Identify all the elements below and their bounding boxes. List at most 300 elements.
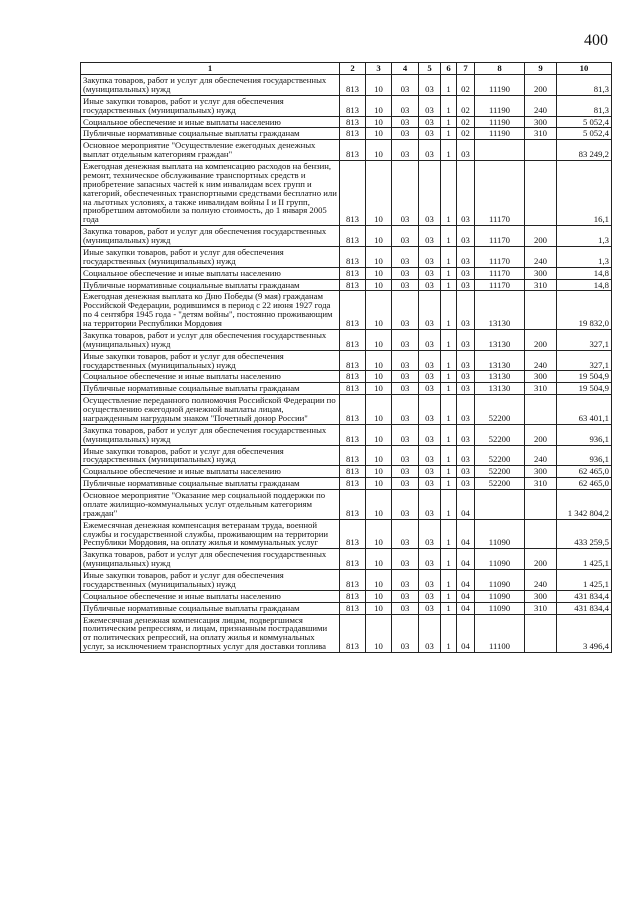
col-9-cell: 310 — [525, 128, 557, 140]
col-3-cell: 10 — [366, 395, 392, 425]
col-4-cell: 03 — [392, 570, 419, 591]
col-7-cell: 03 — [457, 445, 475, 466]
table-row — [81, 424, 612, 445]
col-4-cell: 03 — [392, 95, 419, 116]
col-7-cell: 03 — [457, 140, 475, 161]
col-2-cell: 813 — [340, 602, 366, 614]
col-9-cell — [525, 519, 557, 549]
table-row — [81, 445, 612, 466]
amount-cell: 327,1 — [557, 350, 612, 371]
col-5-cell: 03 — [419, 549, 441, 570]
col-7-cell: 03 — [457, 466, 475, 478]
table-row — [81, 329, 612, 350]
table-row — [81, 161, 612, 226]
col-3-cell: 10 — [366, 424, 392, 445]
table-row — [81, 267, 612, 279]
row-name-cell: Публичные нормативные социальные выплаты гражданам — [81, 602, 340, 614]
col-4-cell: 03 — [392, 140, 419, 161]
col-4-cell: 03 — [392, 371, 419, 383]
col-9-cell: 310 — [525, 279, 557, 291]
col-5-cell: 03 — [419, 466, 441, 478]
col-5-cell: 03 — [419, 128, 441, 140]
amount-cell: 14,8 — [557, 267, 612, 279]
col-4-cell: 03 — [392, 116, 419, 128]
table-row — [81, 466, 612, 478]
col-3-cell: 10 — [366, 383, 392, 395]
col-8-cell: 11090 — [475, 590, 525, 602]
col-4-cell: 03 — [392, 329, 419, 350]
col-7-cell: 04 — [457, 602, 475, 614]
col-6-cell: 1 — [441, 226, 457, 247]
col-4-cell: 03 — [392, 395, 419, 425]
amount-cell: 1 342 804,2 — [557, 490, 612, 520]
table-row — [81, 128, 612, 140]
col-2-cell: 813 — [340, 140, 366, 161]
amount-cell: 16,1 — [557, 161, 612, 226]
col-3-cell: 10 — [366, 490, 392, 520]
table-row — [81, 602, 612, 614]
col-5-cell: 03 — [419, 371, 441, 383]
column-header: 1 — [81, 63, 340, 75]
col-4-cell: 03 — [392, 519, 419, 549]
amount-cell: 62 465,0 — [557, 478, 612, 490]
col-3-cell: 10 — [366, 267, 392, 279]
column-header: 8 — [475, 63, 525, 75]
col-6-cell: 1 — [441, 570, 457, 591]
col-8-cell: 11170 — [475, 161, 525, 226]
col-3-cell: 10 — [366, 478, 392, 490]
amount-cell: 1,3 — [557, 226, 612, 247]
amount-cell: 431 834,4 — [557, 602, 612, 614]
col-9-cell: 310 — [525, 478, 557, 490]
col-3-cell: 10 — [366, 95, 392, 116]
col-5-cell: 03 — [419, 490, 441, 520]
column-header: 7 — [457, 63, 475, 75]
col-3-cell: 10 — [366, 226, 392, 247]
col-5-cell: 03 — [419, 75, 441, 96]
col-7-cell: 04 — [457, 490, 475, 520]
amount-cell: 81,3 — [557, 75, 612, 96]
table-body — [81, 75, 612, 653]
col-2-cell: 813 — [340, 128, 366, 140]
col-2-cell: 813 — [340, 383, 366, 395]
col-4-cell: 03 — [392, 424, 419, 445]
col-3-cell: 10 — [366, 291, 392, 330]
table-row — [81, 95, 612, 116]
amount-cell: 3 496,4 — [557, 614, 612, 653]
col-2-cell: 813 — [340, 395, 366, 425]
col-5-cell: 03 — [419, 478, 441, 490]
row-name-cell: Социальное обеспечение и иные выплаты населению — [81, 267, 340, 279]
col-7-cell: 02 — [457, 95, 475, 116]
col-2-cell: 813 — [340, 424, 366, 445]
col-6-cell: 1 — [441, 445, 457, 466]
col-5-cell: 03 — [419, 519, 441, 549]
table-row — [81, 279, 612, 291]
col-6-cell: 1 — [441, 279, 457, 291]
col-2-cell: 813 — [340, 116, 366, 128]
col-3-cell: 10 — [366, 350, 392, 371]
col-6-cell: 1 — [441, 371, 457, 383]
table-row — [81, 75, 612, 96]
col-6-cell: 1 — [441, 95, 457, 116]
col-3-cell: 10 — [366, 329, 392, 350]
col-7-cell: 03 — [457, 478, 475, 490]
col-9-cell: 200 — [525, 226, 557, 247]
col-2-cell: 813 — [340, 246, 366, 267]
budget-table — [80, 62, 612, 653]
col-5-cell: 03 — [419, 383, 441, 395]
col-2-cell: 813 — [340, 466, 366, 478]
col-8-cell: 13130 — [475, 383, 525, 395]
col-9-cell: 200 — [525, 549, 557, 570]
col-9-cell — [525, 614, 557, 653]
col-7-cell: 03 — [457, 371, 475, 383]
col-4-cell: 03 — [392, 279, 419, 291]
col-7-cell: 02 — [457, 116, 475, 128]
col-8-cell — [475, 140, 525, 161]
col-5-cell: 03 — [419, 140, 441, 161]
amount-cell: 63 401,1 — [557, 395, 612, 425]
col-2-cell: 813 — [340, 350, 366, 371]
row-name-cell: Ежемесячная денежная компенсация лицам, подвергшимся политическим репрессиям, и лицам, признанным пострадавшими от политических репрессий, на оплату жилья и коммунальных услуг, за исключением транспортных услуг для доставки топлива — [81, 614, 340, 653]
row-name-cell: Закупка товаров, работ и услуг для обеспечения государственных (муниципальных) нужд — [81, 226, 340, 247]
table-row — [81, 140, 612, 161]
table-row — [81, 246, 612, 267]
table-row — [81, 614, 612, 653]
col-6-cell: 1 — [441, 549, 457, 570]
col-2-cell: 813 — [340, 445, 366, 466]
col-2-cell: 813 — [340, 490, 366, 520]
row-name-cell: Социальное обеспечение и иные выплаты населению — [81, 466, 340, 478]
table-row — [81, 570, 612, 591]
col-4-cell: 03 — [392, 614, 419, 653]
col-3-cell: 10 — [366, 466, 392, 478]
col-5-cell: 03 — [419, 395, 441, 425]
amount-cell: 431 834,4 — [557, 590, 612, 602]
col-5-cell: 03 — [419, 424, 441, 445]
col-4-cell: 03 — [392, 350, 419, 371]
col-7-cell: 03 — [457, 424, 475, 445]
col-5-cell: 03 — [419, 291, 441, 330]
row-name-cell: Закупка товаров, работ и услуг для обеспечения государственных (муниципальных) нужд — [81, 329, 340, 350]
col-3-cell: 10 — [366, 549, 392, 570]
col-2-cell: 813 — [340, 614, 366, 653]
amount-cell: 81,3 — [557, 95, 612, 116]
col-3-cell: 10 — [366, 519, 392, 549]
col-9-cell: 200 — [525, 75, 557, 96]
col-8-cell: 13130 — [475, 329, 525, 350]
col-7-cell: 04 — [457, 519, 475, 549]
col-8-cell: 11170 — [475, 226, 525, 247]
col-2-cell: 813 — [340, 478, 366, 490]
col-9-cell: 310 — [525, 383, 557, 395]
col-9-cell: 240 — [525, 445, 557, 466]
col-5-cell: 03 — [419, 279, 441, 291]
amount-cell: 14,8 — [557, 279, 612, 291]
row-name-cell: Закупка товаров, работ и услуг для обеспечения государственных (муниципальных) нужд — [81, 549, 340, 570]
col-8-cell: 52200 — [475, 395, 525, 425]
col-8-cell: 11170 — [475, 279, 525, 291]
col-4-cell: 03 — [392, 226, 419, 247]
col-6-cell: 1 — [441, 140, 457, 161]
col-3-cell: 10 — [366, 75, 392, 96]
col-6-cell: 1 — [441, 267, 457, 279]
row-name-cell: Закупка товаров, работ и услуг для обеспечения государственных (муниципальных) нужд — [81, 75, 340, 96]
col-2-cell: 813 — [340, 329, 366, 350]
row-name-cell: Иные закупки товаров, работ и услуг для обеспечения государственных (муниципальных) нужд — [81, 570, 340, 591]
col-7-cell: 03 — [457, 267, 475, 279]
col-3-cell: 10 — [366, 614, 392, 653]
col-8-cell: 11090 — [475, 570, 525, 591]
col-8-cell: 11190 — [475, 95, 525, 116]
col-7-cell: 04 — [457, 614, 475, 653]
col-9-cell — [525, 490, 557, 520]
col-7-cell: 03 — [457, 329, 475, 350]
col-2-cell: 813 — [340, 291, 366, 330]
col-9-cell — [525, 161, 557, 226]
col-8-cell: 11170 — [475, 246, 525, 267]
col-6-cell: 1 — [441, 291, 457, 330]
col-5-cell: 03 — [419, 602, 441, 614]
col-2-cell: 813 — [340, 95, 366, 116]
table-row — [81, 519, 612, 549]
table-row — [81, 371, 612, 383]
col-4-cell: 03 — [392, 466, 419, 478]
col-2-cell: 813 — [340, 570, 366, 591]
amount-cell: 62 465,0 — [557, 466, 612, 478]
amount-cell: 19 504,9 — [557, 371, 612, 383]
col-8-cell: 11100 — [475, 614, 525, 653]
column-header: 3 — [366, 63, 392, 75]
row-name-cell: Социальное обеспечение и иные выплаты населению — [81, 371, 340, 383]
col-5-cell: 03 — [419, 445, 441, 466]
row-name-cell: Иные закупки товаров, работ и услуг для обеспечения государственных (муниципальных) нужд — [81, 350, 340, 371]
col-5-cell: 03 — [419, 95, 441, 116]
row-name-cell: Иные закупки товаров, работ и услуг для обеспечения государственных (муниципальных) нужд — [81, 246, 340, 267]
row-name-cell: Закупка товаров, работ и услуг для обеспечения государственных (муниципальных) нужд — [81, 424, 340, 445]
col-6-cell: 1 — [441, 350, 457, 371]
col-9-cell: 200 — [525, 329, 557, 350]
col-3-cell: 10 — [366, 570, 392, 591]
col-9-cell: 300 — [525, 267, 557, 279]
col-6-cell: 1 — [441, 128, 457, 140]
col-4-cell: 03 — [392, 445, 419, 466]
amount-cell: 1 425,1 — [557, 570, 612, 591]
col-6-cell: 1 — [441, 75, 457, 96]
col-6-cell: 1 — [441, 383, 457, 395]
col-5-cell: 03 — [419, 590, 441, 602]
col-3-cell: 10 — [366, 116, 392, 128]
col-7-cell: 03 — [457, 226, 475, 247]
col-5-cell: 03 — [419, 246, 441, 267]
col-9-cell: 300 — [525, 116, 557, 128]
col-4-cell: 03 — [392, 291, 419, 330]
col-4-cell: 03 — [392, 383, 419, 395]
row-name-cell: Ежегодная денежная выплата ко Дню Победы (9 мая) гражданам Российской Федерации, родившимся в период с 22 июня 1927 года по 4 сентября 1945 года - "детям войны", постоянно проживающим на территории Республики Мордовия — [81, 291, 340, 330]
table-row — [81, 350, 612, 371]
col-7-cell: 02 — [457, 75, 475, 96]
col-3-cell: 10 — [366, 279, 392, 291]
col-6-cell: 1 — [441, 329, 457, 350]
row-name-cell: Ежемесячная денежная компенсация ветеранам труда, военной службы и государственной службы, проживающим на территории Республики Мордовия, на оплату жилья и коммунальных услуг — [81, 519, 340, 549]
col-8-cell: 11170 — [475, 267, 525, 279]
col-9-cell — [525, 140, 557, 161]
table-row — [81, 549, 612, 570]
col-4-cell: 03 — [392, 246, 419, 267]
table-row — [81, 478, 612, 490]
col-9-cell: 300 — [525, 466, 557, 478]
amount-cell: 19 504,9 — [557, 383, 612, 395]
col-6-cell: 1 — [441, 246, 457, 267]
col-8-cell: 13130 — [475, 291, 525, 330]
col-9-cell: 240 — [525, 95, 557, 116]
col-2-cell: 813 — [340, 226, 366, 247]
row-name-cell: Публичные нормативные социальные выплаты гражданам — [81, 279, 340, 291]
col-6-cell: 1 — [441, 614, 457, 653]
table-row — [81, 291, 612, 330]
row-name-cell: Иные закупки товаров, работ и услуг для обеспечения государственных (муниципальных) нужд — [81, 445, 340, 466]
col-4-cell: 03 — [392, 161, 419, 226]
col-6-cell: 1 — [441, 519, 457, 549]
col-8-cell: 11090 — [475, 602, 525, 614]
col-2-cell: 813 — [340, 519, 366, 549]
column-header: 5 — [419, 63, 441, 75]
row-name-cell: Осуществление переданного полномочия Российской Федерации по осуществлению ежегодной денежной выплаты лицам, награжденным нагрудным знаком "Почетный донор России" — [81, 395, 340, 425]
col-2-cell: 813 — [340, 371, 366, 383]
col-6-cell: 1 — [441, 478, 457, 490]
col-3-cell: 10 — [366, 128, 392, 140]
col-5-cell: 03 — [419, 350, 441, 371]
col-2-cell: 813 — [340, 267, 366, 279]
col-5-cell: 03 — [419, 614, 441, 653]
row-name-cell: Социальное обеспечение и иные выплаты населению — [81, 116, 340, 128]
col-9-cell: 240 — [525, 570, 557, 591]
col-7-cell: 03 — [457, 161, 475, 226]
col-5-cell: 03 — [419, 329, 441, 350]
col-3-cell: 10 — [366, 602, 392, 614]
row-name-cell: Основное мероприятие "Оказание мер социальной поддержки по оплате жилищно-коммунальных услуг отдельным категориям граждан" — [81, 490, 340, 520]
amount-cell: 5 052,4 — [557, 128, 612, 140]
col-2-cell: 813 — [340, 549, 366, 570]
col-7-cell: 02 — [457, 128, 475, 140]
amount-cell: 433 259,5 — [557, 519, 612, 549]
col-5-cell: 03 — [419, 161, 441, 226]
col-9-cell — [525, 395, 557, 425]
col-6-cell: 1 — [441, 590, 457, 602]
col-8-cell: 11190 — [475, 116, 525, 128]
row-name-cell: Иные закупки товаров, работ и услуг для обеспечения государственных (муниципальных) нужд — [81, 95, 340, 116]
col-9-cell: 200 — [525, 424, 557, 445]
col-6-cell: 1 — [441, 161, 457, 226]
col-8-cell: 52200 — [475, 466, 525, 478]
row-name-cell: Публичные нормативные социальные выплаты гражданам — [81, 128, 340, 140]
col-8-cell: 52200 — [475, 445, 525, 466]
column-header: 2 — [340, 63, 366, 75]
col-8-cell: 11190 — [475, 75, 525, 96]
table-row — [81, 383, 612, 395]
col-6-cell: 1 — [441, 490, 457, 520]
col-6-cell: 1 — [441, 424, 457, 445]
col-7-cell: 04 — [457, 570, 475, 591]
table-header-row — [81, 63, 612, 75]
col-5-cell: 03 — [419, 226, 441, 247]
table-row — [81, 395, 612, 425]
col-5-cell: 03 — [419, 116, 441, 128]
col-7-cell: 03 — [457, 291, 475, 330]
amount-cell: 936,1 — [557, 445, 612, 466]
row-name-cell: Публичные нормативные социальные выплаты гражданам — [81, 478, 340, 490]
col-6-cell: 1 — [441, 395, 457, 425]
col-9-cell: 240 — [525, 246, 557, 267]
column-header: 4 — [392, 63, 419, 75]
col-7-cell: 03 — [457, 395, 475, 425]
amount-cell: 5 052,4 — [557, 116, 612, 128]
col-8-cell — [475, 490, 525, 520]
col-9-cell: 310 — [525, 602, 557, 614]
column-header: 6 — [441, 63, 457, 75]
amount-cell: 1 425,1 — [557, 549, 612, 570]
amount-cell: 936,1 — [557, 424, 612, 445]
col-5-cell: 03 — [419, 267, 441, 279]
col-2-cell: 813 — [340, 590, 366, 602]
col-3-cell: 10 — [366, 246, 392, 267]
col-6-cell: 1 — [441, 466, 457, 478]
column-header: 10 — [557, 63, 612, 75]
row-name-cell: Ежегодная денежная выплата на компенсацию расходов на бензин, ремонт, техническое обслуживание транспортных средств и приобретение запасных частей к ним инвалидам всех групп и категорий, обеспеченных транспортными средствами бесплатно или на льготных условиях, а также инвалидам войны I и II групп, приобретшим автомобили за полную стоимость, до 1 января 2005 года — [81, 161, 340, 226]
col-8-cell: 11090 — [475, 519, 525, 549]
col-6-cell: 1 — [441, 116, 457, 128]
col-3-cell: 10 — [366, 445, 392, 466]
row-name-cell: Основное мероприятие "Осуществление ежегодных денежных выплат отдельным категориям граждан" — [81, 140, 340, 161]
col-4-cell: 03 — [392, 478, 419, 490]
table-row — [81, 590, 612, 602]
col-4-cell: 03 — [392, 128, 419, 140]
amount-cell: 19 832,0 — [557, 291, 612, 330]
col-6-cell: 1 — [441, 602, 457, 614]
col-7-cell: 03 — [457, 279, 475, 291]
row-name-cell: Публичные нормативные социальные выплаты гражданам — [81, 383, 340, 395]
col-9-cell: 300 — [525, 371, 557, 383]
col-4-cell: 03 — [392, 590, 419, 602]
page-number: 400 — [584, 32, 608, 49]
amount-cell: 327,1 — [557, 329, 612, 350]
column-header: 9 — [525, 63, 557, 75]
col-7-cell: 04 — [457, 590, 475, 602]
col-9-cell: 300 — [525, 590, 557, 602]
col-9-cell: 240 — [525, 350, 557, 371]
col-7-cell: 03 — [457, 350, 475, 371]
col-5-cell: 03 — [419, 570, 441, 591]
col-8-cell: 13130 — [475, 350, 525, 371]
table-row — [81, 490, 612, 520]
col-9-cell — [525, 291, 557, 330]
col-7-cell: 03 — [457, 383, 475, 395]
col-3-cell: 10 — [366, 590, 392, 602]
col-2-cell: 813 — [340, 75, 366, 96]
col-4-cell: 03 — [392, 602, 419, 614]
col-4-cell: 03 — [392, 549, 419, 570]
col-8-cell: 11190 — [475, 128, 525, 140]
col-7-cell: 04 — [457, 549, 475, 570]
table-row — [81, 226, 612, 247]
col-2-cell: 813 — [340, 279, 366, 291]
col-8-cell: 13130 — [475, 371, 525, 383]
col-7-cell: 03 — [457, 246, 475, 267]
col-4-cell: 03 — [392, 490, 419, 520]
col-4-cell: 03 — [392, 267, 419, 279]
col-3-cell: 10 — [366, 371, 392, 383]
